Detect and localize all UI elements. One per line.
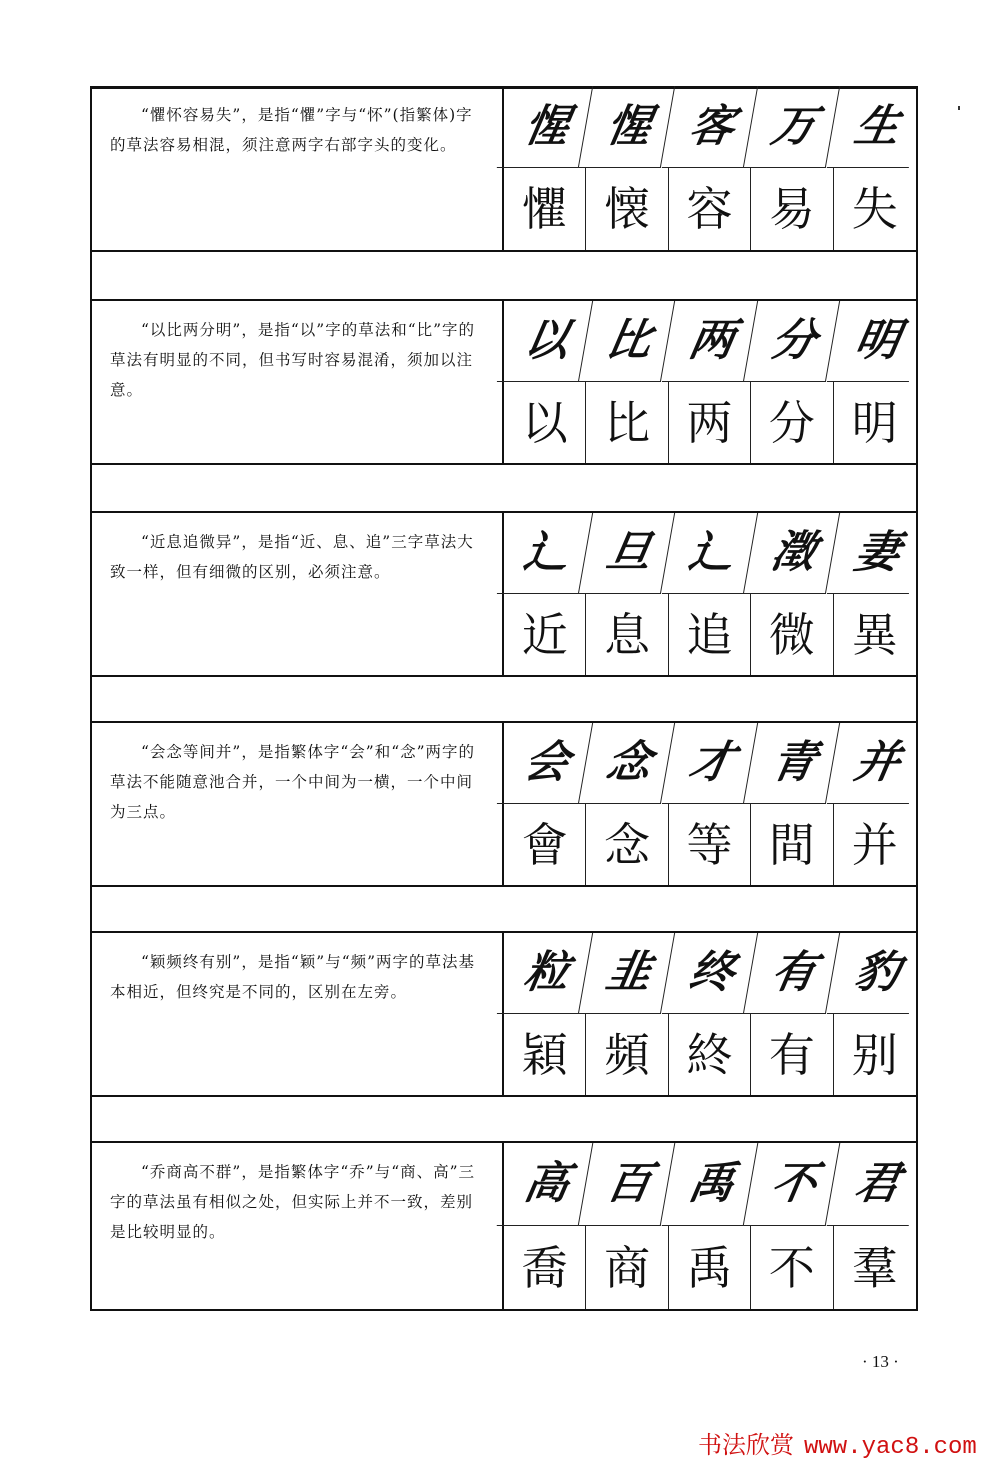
section-5 [92, 931, 916, 1097]
cursive-char: 高 [497, 1143, 594, 1226]
cursive-char: 辶 [497, 513, 594, 594]
cursive-char: 以 [497, 301, 594, 382]
regular-char: 并 [851, 817, 898, 872]
section-description [92, 1143, 504, 1309]
description-text: “会念等间并”，是指繁体字“会”和“念”两字的草法不能随意池合并，一个中间为一横，一个中间为三点。 [110, 743, 476, 821]
regular-char: 以 [504, 382, 586, 463]
regular-char: 間 [751, 804, 833, 885]
section-description [92, 86, 504, 250]
cursive-char: 会 [497, 723, 594, 804]
description-text: “乔商高不群”，是指繁体字“乔”与“商、高”三字的草法虽有相似之处，但实际上并不一致，差别是比较明显的。 [110, 1163, 476, 1241]
regular-char: 近 [504, 594, 586, 675]
cursive-char: 客 [662, 86, 759, 168]
character-grid [504, 933, 916, 1095]
character-grid [504, 723, 916, 885]
cursive-char: 君 [826, 1143, 923, 1226]
regular-char: 追 [669, 594, 751, 675]
cursive-char: 粒 [497, 933, 594, 1014]
section-2 [92, 299, 916, 465]
character-grid [504, 301, 916, 463]
section-description [92, 933, 504, 1095]
regular-char: 等 [669, 804, 751, 885]
regular-char: 終 [669, 1014, 751, 1095]
cursive-char: 有 [744, 933, 841, 1014]
regular-char: 别 [851, 1027, 898, 1082]
regular-char: 易 [751, 168, 833, 250]
regular-char: 不 [751, 1226, 833, 1309]
watermark-url[interactable]: www.yac8.com [804, 1434, 977, 1461]
regular-char: 微 [751, 594, 833, 675]
description-text: “以比两分明”，是指“以”字的草法和“比”字的草法有明显的不同，但书写时容易混淆，须加以注意。 [110, 321, 476, 399]
cursive-char: 两 [662, 301, 759, 382]
section-description [92, 301, 504, 463]
cursive-char: 念 [579, 723, 676, 804]
cursive-char: 百 [579, 1143, 676, 1226]
regular-char: 有 [751, 1014, 833, 1095]
regular-char: 頻 [586, 1014, 668, 1095]
cursive-char: 青 [744, 723, 841, 804]
regular-char: 禹 [669, 1226, 751, 1309]
description-text: “懼怀容易失”，是指“懼”字与“怀”(指繁体)字的草法容易相混，须注意两字右部字头的变化。 [110, 106, 473, 154]
section-description [92, 513, 504, 675]
cursive-char: 不 [744, 1143, 841, 1226]
cursive-char: 分 [744, 301, 841, 382]
cursive-char: 禹 [661, 1143, 758, 1226]
cursive-char: 生 [826, 86, 923, 168]
cursive-char: 明 [826, 301, 923, 382]
cursive-char: 比 [579, 301, 676, 382]
regular-char: 念 [586, 804, 668, 885]
regular-char: 商 [586, 1226, 668, 1309]
character-grid [504, 86, 916, 250]
regular-char: 失 [851, 182, 898, 236]
regular-char: 两 [669, 382, 751, 463]
regular-char: 喬 [504, 1226, 586, 1309]
cursive-char: 妻 [826, 513, 923, 594]
page-number: · 13 · [862, 1352, 899, 1371]
regular-char: 分 [751, 382, 833, 463]
cursive-char: 才 [662, 723, 759, 804]
cursive-char: 韭 [579, 933, 676, 1014]
regular-char: 異 [851, 607, 898, 662]
regular-char: 容 [669, 168, 751, 250]
section-4 [92, 721, 916, 887]
cursive-char: 终 [662, 933, 759, 1014]
section-description [92, 723, 504, 885]
watermark-text: 书法欣赏 [698, 1433, 794, 1459]
regular-char: 懼 [504, 168, 586, 250]
watermark[interactable] [698, 1425, 977, 1461]
section-3 [92, 511, 916, 677]
regular-char: 羣 [851, 1240, 898, 1295]
regular-char: 息 [586, 594, 668, 675]
calligraphy-comparison-table [90, 86, 918, 1311]
description-text: “颖频终有别”，是指“颖”与“频”两字的草法基本相近，但终究是不同的，区别在左旁。 [110, 953, 476, 1001]
cursive-char: 惺 [497, 86, 594, 168]
cursive-char: 豹 [826, 933, 923, 1014]
regular-char: 明 [851, 395, 898, 450]
description-text: “近息追微异”，是指“近、息、追”三字草法大致一样，但有细微的区别，必须注意。 [110, 533, 474, 581]
scan-mark [958, 106, 960, 110]
regular-char: 穎 [504, 1014, 586, 1095]
section-1 [92, 86, 916, 252]
character-grid [504, 1143, 916, 1309]
regular-char: 懐 [586, 168, 668, 250]
cursive-char: 惺 [579, 86, 676, 168]
cursive-char: 旦 [579, 513, 676, 594]
cursive-char: 万 [744, 86, 841, 168]
character-grid [504, 513, 916, 675]
cursive-char: 澂 [744, 513, 841, 594]
cursive-char: 并 [826, 723, 923, 804]
regular-char: 會 [504, 804, 586, 885]
cursive-char: 辶 [662, 513, 759, 594]
regular-char: 比 [586, 382, 668, 463]
section-6 [92, 1141, 916, 1309]
